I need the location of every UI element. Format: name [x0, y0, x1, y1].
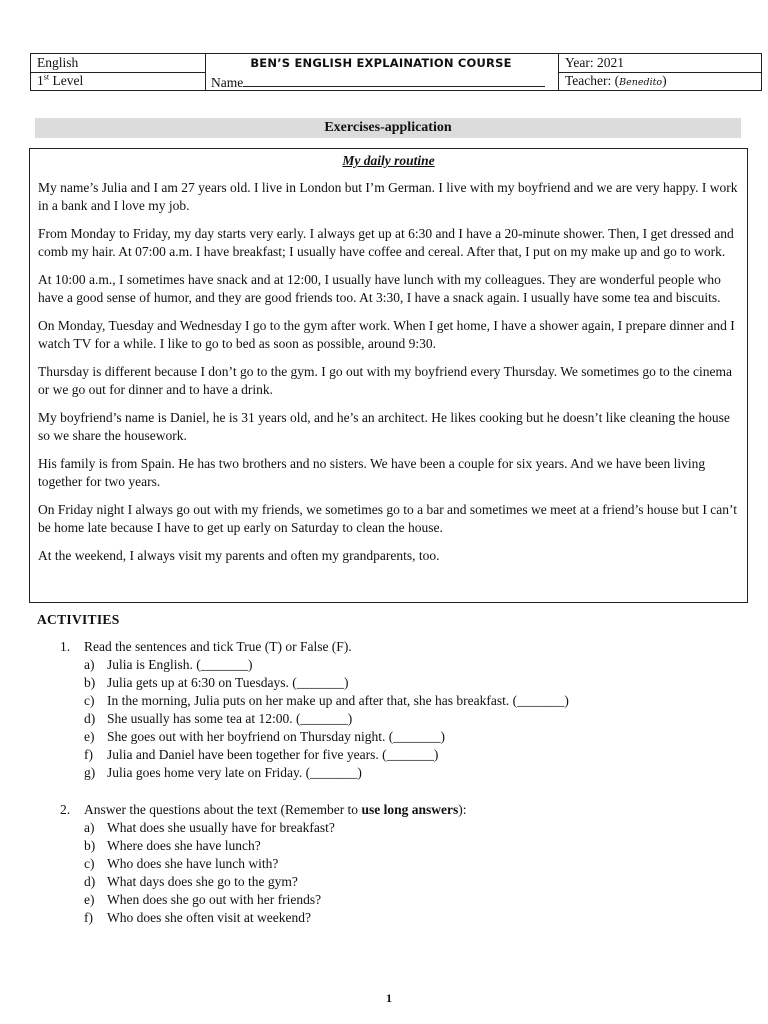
story-paragraph: On Monday, Tuesday and Wednesday I go to the gym after work. When I get home, I have a shower again, I prepare dinner and I watch TV for a while. I like to go to bed as soon as possible, around 9:30. [38, 318, 735, 351]
q2-item-a: a) What does she usually have for breakfast? [84, 820, 335, 835]
year-label: Year: 2021 [565, 55, 625, 70]
teacher-signature: Benedito [619, 77, 663, 88]
q1-item-e: e) She goes out with her boyfriend on Thursday night. (_______) [84, 729, 445, 744]
story-paragraph: His family is from Spain. He has two brothers and no sisters. We have been a couple for six years. And we have been living together for two years. [38, 456, 706, 489]
question-2: 2. Answer the questions about the text (Remember to use long answers): [60, 802, 467, 817]
q2-item-b: b) Where does she have lunch? [84, 838, 261, 853]
header-table [30, 53, 762, 91]
name-blank-line [243, 74, 545, 87]
q1-item-c: c) In the morning, Julia puts on her make up and after that, she has breakfast. (_______) [84, 693, 569, 708]
page-number: 1 [386, 991, 392, 1005]
q1-item-d: d) She usually has some tea at 12:00. (_______) [84, 711, 353, 726]
q2-item-e: e) When does she go out with her friends? [84, 892, 322, 907]
activities-title: ACTIVITIES [37, 612, 120, 627]
q1-item-g: g) Julia goes home very late on Friday. (_______) [84, 765, 362, 780]
q2-item-c: c) Who does she have lunch with? [84, 856, 279, 871]
story-box [29, 148, 748, 603]
story-paragraph: Thursday is different because I don’t go to the gym. I go out with my boyfriend every Thursday. We sometimes go to the cinema or we go out for dinner and to have a drink. [38, 364, 733, 397]
level-label: 1st Level [37, 72, 84, 88]
subject-label: English [37, 55, 79, 70]
name-field: Name [211, 74, 545, 91]
story-paragraph: At the weekend, I always visit my parents and often my grandparents, too. [38, 548, 440, 563]
story-paragraph: At 10:00 a.m., I sometimes have snack and at 12:00, I usually have lunch with my colleagues. They are wonderful people who have a good sense of humor, and they are good friends too. At 3:30, I have a snack again. I usually have some tea and biscuits. [38, 272, 721, 305]
q1-item-a: a) Julia is English. (_______) [84, 657, 253, 672]
section-title: Exercises-application [35, 118, 741, 138]
q2-item-d: d) What days does she go to the gym? [84, 874, 298, 889]
q2-item-f: f) Who does she often visit at weekend? [84, 910, 311, 925]
q1-item-f: f) Julia and Daniel have been together for five years. (_______) [84, 747, 439, 762]
story-paragraph: From Monday to Friday, my day starts very early. I always get up at 6:30 and I have a 20-minute shower. Then, I get dressed and comb my hair. At 07:00 a.m. I have breakfast; I usually have coffee and cereal. After that, I put on my make up and go to work. [38, 226, 734, 259]
teacher-label: Teacher: (Benedito) [565, 73, 667, 88]
q1-item-b: b) Julia gets up at 6:30 on Tuesdays. (_______) [84, 675, 349, 690]
story-paragraph: My boyfriend’s name is Daniel, he is 31 years old, and he’s an architect. He likes cooking but he doesn’t like cleaning the house so we share the housework. [38, 410, 730, 443]
question-1: 1. Read the sentences and tick True (T) or False (F). [60, 639, 352, 654]
story-title: My daily routine [342, 153, 435, 168]
story-paragraph: My name’s Julia and I am 27 years old. I live in London but I’m German. I live with my boyfriend and we are very happy. I work in a bank and I love my job. [38, 180, 738, 213]
story-paragraph: On Friday night I always go out with my friends, we sometimes go to a bar and sometimes we meet at a friend’s house but I can’t be home late because I have to get up early on Saturday to clean the house. [38, 502, 737, 535]
course-title: BEN’S ENGLISH EXPLAINATION COURSE [250, 56, 512, 70]
